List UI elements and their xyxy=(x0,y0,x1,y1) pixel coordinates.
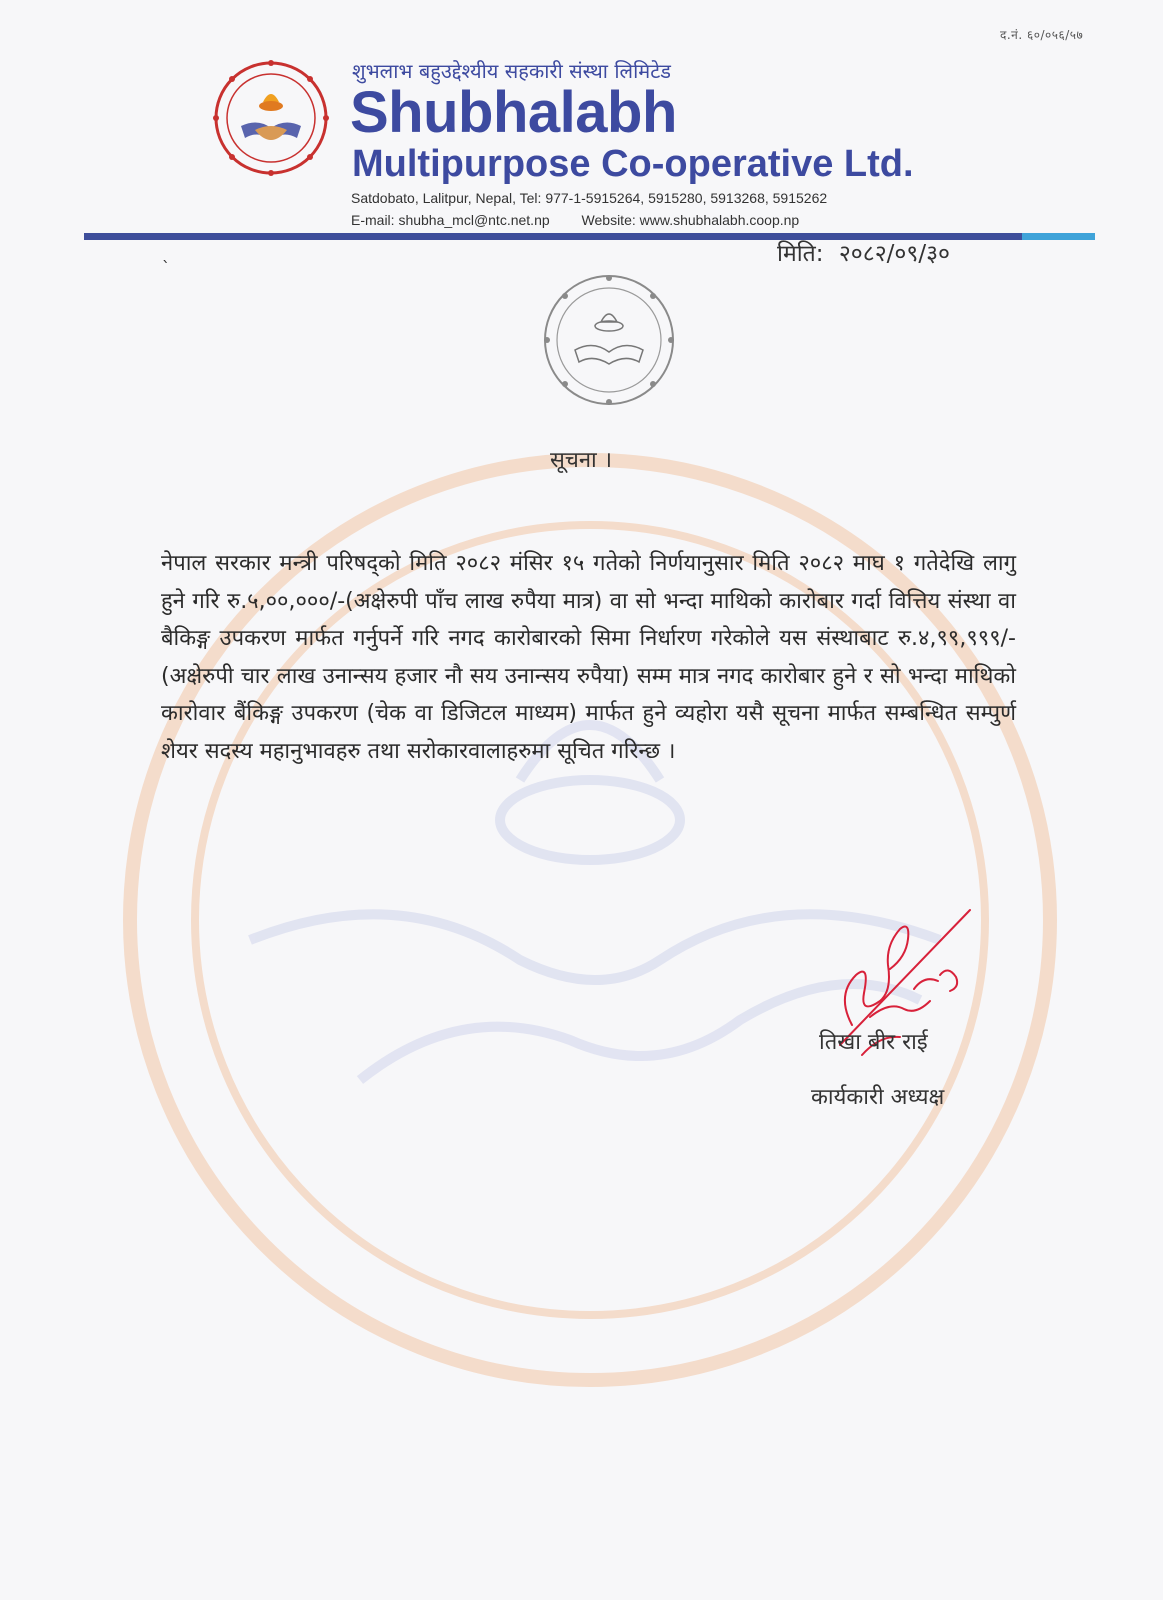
notice-body: नेपाल सरकार मन्त्री परिषद्को मिति २०८२ मंसिर १५ गतेको निर्णयानुसार मिति २०८२ माघ १ गतेदेखि लागु हुने गरि रु.५,००,०००/-(अक्षेरुपी पाँच लाख रुपैया मात्र) वा सो भन्दा माथिको कारोबार गर्दा वित्तिय संस्था वा बैकिङ्ग उपकरण मार्फत गर्नुपर्ने गरि नगद कारोबारको सिमा निर्धारण गरेकोले यस संस्थाबाट रु.४,९९,९९९/-(अक्षेरुपी चार लाख उनान्सय हजार नौ सय उनान्सय रुपैया) सम्म मात्र नगद कारोबार हुने र सो भन्दा माथिको कारोवार बैंकिङ्ग उपकरण (चेक वा डिजिटल माध्यम) मार्फत हुने व्यहोरा यसै सूचना मार्फत सम्बन्धित सम्पुर्ण शेयर सदस्य महानुभावहरु तथा सरोकारवालाहरुमा सूचित गरिन्छ । xyxy=(161,551,1016,764)
address-line: Satdobato, Lalitpur, Nepal, Tel: 977-1-5915264, 5915280, 5913268, 5915262 xyxy=(351,190,828,206)
organization-subtitle: Multipurpose Co-operative Ltd. xyxy=(352,143,914,185)
organization-logo-icon xyxy=(213,60,329,176)
margin-mark: ˎ xyxy=(162,244,170,263)
email: E-mail: shubha_mcl@ntc.net.np xyxy=(351,212,550,228)
notice-heading: सूचना । xyxy=(550,448,613,473)
contact-line xyxy=(351,212,799,228)
header-rule-accent xyxy=(1022,233,1095,240)
embossed-stamp-icon xyxy=(541,272,677,408)
date-label: मिति: xyxy=(777,241,824,267)
organization-name: Shubhalabh xyxy=(350,80,677,145)
date xyxy=(777,236,950,268)
website: Website: www.shubhalabh.coop.np xyxy=(581,212,800,228)
organization-name-nepali: शुभलाभ बहुउद्देश्यीय सहकारी संस्था लिमिटेड xyxy=(352,59,672,83)
signer-name: तिखा बीर राई xyxy=(819,1030,928,1055)
signer-title: कार्यकारी अध्यक्ष xyxy=(811,1085,945,1110)
registration-number: द.नं. ६०/०५६/५७ xyxy=(1000,28,1084,42)
date-value: २०८२/०९/३० xyxy=(838,241,951,267)
